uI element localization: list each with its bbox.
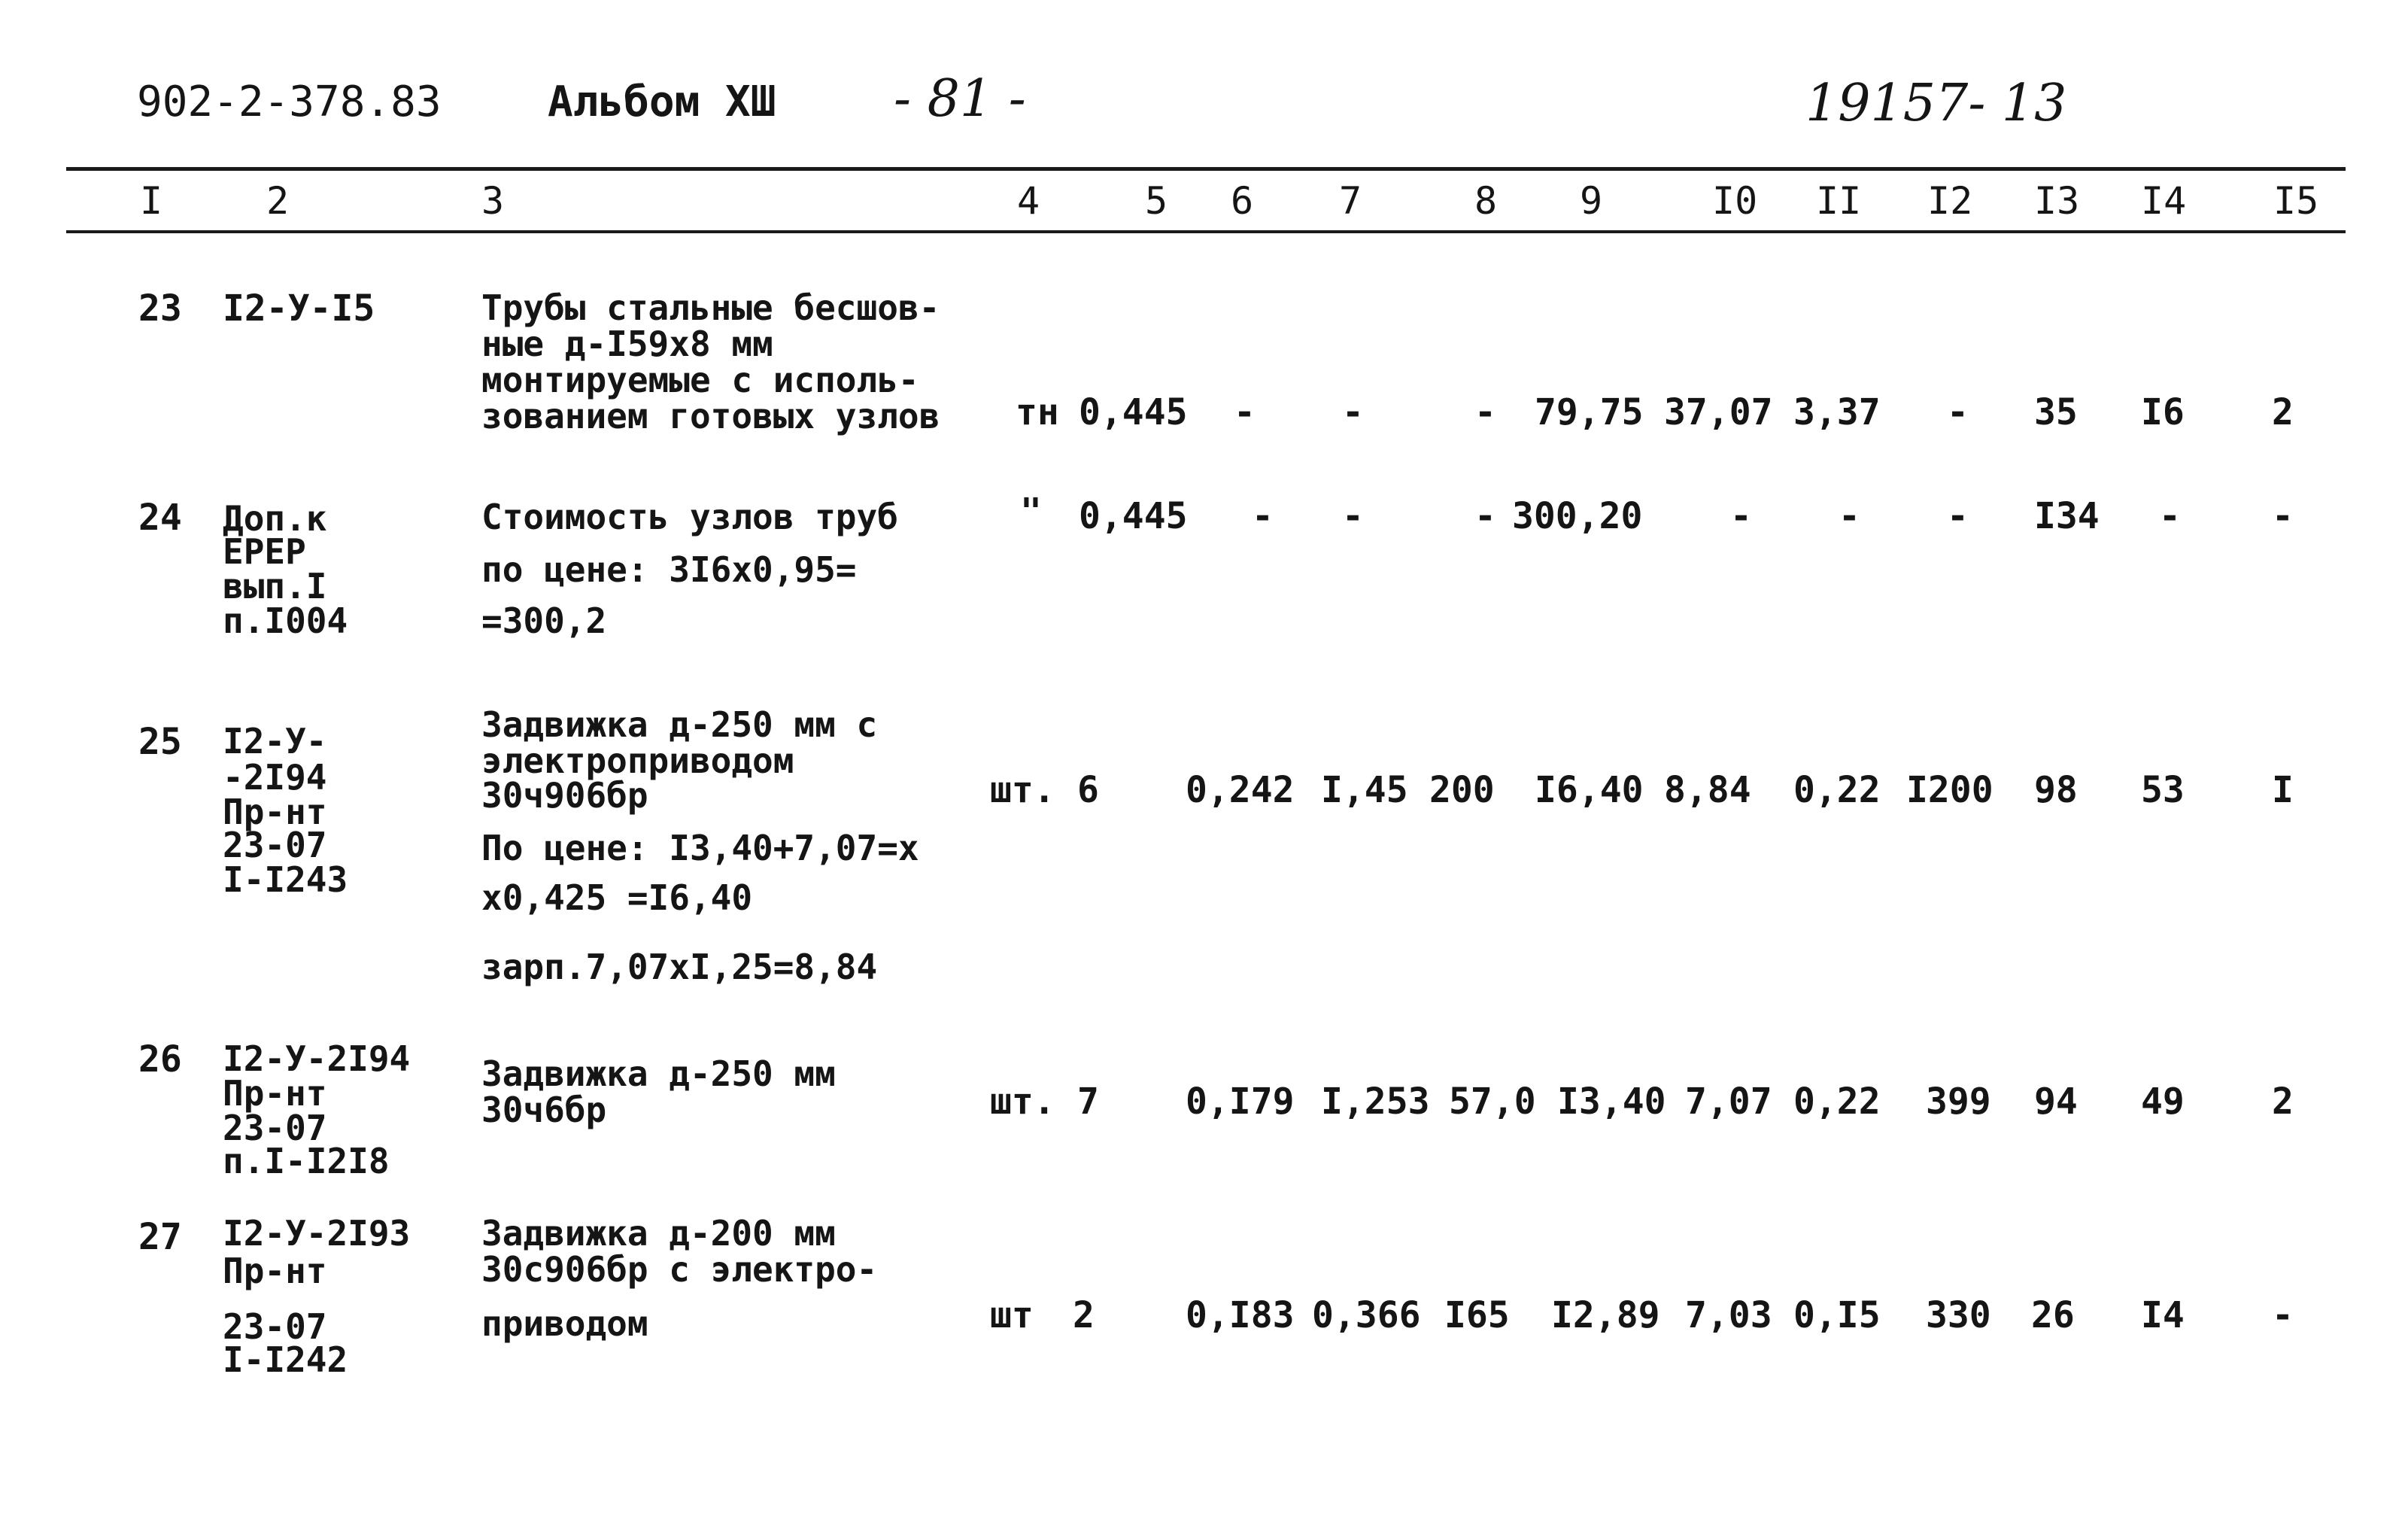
work-description-line: =300,2 [481, 600, 607, 641]
cell-col-8: - [1474, 495, 1496, 537]
norm-code: I2-У- [223, 721, 327, 761]
cell-col-5: 7 [1077, 1081, 1099, 1123]
page-number: - 81 - [894, 69, 1026, 129]
cell-col-9: I2,89 [1551, 1294, 1660, 1336]
cell-col-10: - [1730, 495, 1752, 537]
work-description-line: приводом [481, 1303, 648, 1344]
cell-col-8: 200 [1429, 769, 1495, 811]
col-header-2: 2 [266, 179, 290, 223]
sheet-number: 19157- 13 [1805, 74, 2067, 133]
unit: шт. [990, 1081, 1055, 1123]
norm-code: Пр-нт [223, 1073, 327, 1114]
work-description-line: Задвижка д-200 мм [481, 1213, 836, 1254]
col-header-9: 9 [1580, 179, 1603, 223]
cell-col-14: - [2159, 495, 2181, 537]
cell-col-10: 7,07 [1685, 1081, 1772, 1123]
header-top-rule [66, 167, 2346, 171]
cell-col-14: 49 [2141, 1081, 2185, 1123]
work-description-line: Трубы стальные бесшов- [481, 287, 940, 328]
work-description-line: Стоимость узлов труб [481, 497, 898, 537]
unit: тн [1016, 391, 1059, 433]
cell-col-12: 399 [1926, 1081, 1991, 1123]
col-header-15: I5 [2273, 179, 2319, 223]
work-description-line: 30ч6бр [481, 1090, 607, 1130]
cell-col-14: 53 [2141, 769, 2185, 811]
work-description-line: 30ч906бр [481, 775, 648, 816]
doc-code: 902-2-378.83 [137, 78, 442, 126]
cell-col-15: - [2272, 1294, 2294, 1336]
col-header-1: I [140, 179, 163, 223]
cell-col-9: 79,75 [1535, 391, 1644, 433]
cell-col-15: - [2272, 495, 2294, 537]
col-header-11: II [1816, 179, 1862, 223]
col-header-4: 4 [1017, 179, 1040, 223]
work-description-line: Задвижка д-250 мм [481, 1053, 836, 1094]
work-description-line: зарп.7,07xI,25=8,84 [481, 947, 878, 987]
col-header-5: 5 [1145, 179, 1168, 223]
cell-col-13: 26 [2031, 1294, 2075, 1336]
norm-code: Пр-нт [223, 792, 327, 832]
cell-col-5: 6 [1077, 769, 1099, 811]
col-header-14: I4 [2141, 179, 2187, 223]
cell-col-5: 2 [1073, 1294, 1095, 1336]
col-header-10: I0 [1712, 179, 1758, 223]
cell-col-9: I6,40 [1535, 769, 1644, 811]
album-label: Альбом XШ [548, 78, 776, 126]
work-description-line: ные д-I59x8 мм [481, 324, 773, 364]
work-description-line: 30с906бр с электро- [481, 1249, 878, 1290]
cell-col-10: 37,07 [1664, 391, 1773, 433]
row-number: 27 [138, 1216, 182, 1258]
cell-col-12: 330 [1926, 1294, 1991, 1336]
cell-col-5: 0,445 [1079, 391, 1188, 433]
work-description-line: монтируемые с исполь- [481, 360, 919, 400]
cell-col-8: I65 [1444, 1294, 1510, 1336]
cell-col-11: - [1839, 495, 1860, 537]
cell-col-7: 0,366 [1312, 1294, 1421, 1336]
cell-col-13: 98 [2034, 769, 2078, 811]
cell-col-14: I6 [2141, 391, 2185, 433]
cell-col-13: 35 [2034, 391, 2078, 433]
cell-col-12: - [1947, 495, 1969, 537]
cell-col-6: - [1252, 495, 1274, 537]
cell-col-7: - [1342, 391, 1364, 433]
col-header-8: 8 [1474, 179, 1498, 223]
unit: шт. [990, 769, 1055, 811]
work-description-line: зованием готовых узлов [481, 396, 940, 436]
header-bottom-rule [66, 230, 2346, 233]
cell-col-7: - [1342, 495, 1364, 537]
cell-col-7: I,253 [1321, 1081, 1430, 1123]
norm-code: Доп.к [223, 498, 327, 539]
norm-code: I2-У-I5 [223, 287, 375, 330]
norm-code: вып.I [223, 566, 327, 606]
norm-code: 23-07 [223, 1108, 327, 1148]
cell-col-13: I34 [2034, 495, 2100, 537]
cell-col-6: 0,242 [1186, 769, 1295, 811]
cell-col-10: 8,84 [1664, 769, 1751, 811]
cell-col-15: I [2272, 769, 2294, 811]
cell-col-9: 300,20 [1512, 495, 1643, 537]
cell-col-11: 0,22 [1793, 769, 1881, 811]
col-header-7: 7 [1339, 179, 1362, 223]
norm-code: п.I004 [223, 600, 348, 641]
cell-col-8: 57,0 [1449, 1081, 1536, 1123]
norm-code: I2-У-2I93 [223, 1213, 411, 1254]
cell-col-14: I4 [2141, 1294, 2185, 1336]
cell-col-5: 0,445 [1079, 495, 1188, 537]
norm-code: I-I242 [223, 1339, 348, 1380]
row-number: 25 [138, 721, 182, 763]
cell-col-6: 0,I83 [1186, 1294, 1295, 1336]
cell-col-12: - [1947, 391, 1969, 433]
row-number: 24 [138, 497, 182, 539]
cell-col-12: I200 [1906, 769, 1994, 811]
cell-col-9: I3,40 [1557, 1081, 1666, 1123]
work-description-line: x0,425 =I6,40 [481, 877, 753, 918]
cell-col-13: 94 [2034, 1081, 2078, 1123]
col-header-13: I3 [2034, 179, 2080, 223]
cell-col-15: 2 [2272, 1081, 2294, 1123]
norm-code: п.I-I2I8 [223, 1141, 390, 1181]
cell-col-11: 3,37 [1793, 391, 1881, 433]
norm-code: 23-07 [223, 825, 327, 865]
cell-col-11: 0,22 [1793, 1081, 1881, 1123]
cell-col-8: - [1474, 391, 1496, 433]
cell-col-15: 2 [2272, 391, 2294, 433]
work-description-line: электроприводом [481, 740, 794, 781]
row-number: 26 [138, 1038, 182, 1081]
unit: " [1020, 491, 1042, 533]
norm-code: -2I94 [223, 757, 327, 798]
cell-col-10: 7,03 [1685, 1294, 1772, 1336]
col-header-12: I2 [1927, 179, 1973, 223]
work-description-line: по цене: 3I6x0,95= [481, 549, 857, 590]
norm-code: I2-У-2I94 [223, 1038, 411, 1079]
cell-col-7: I,45 [1321, 769, 1408, 811]
row-number: 23 [138, 287, 182, 330]
col-header-6: 6 [1231, 179, 1254, 223]
cell-col-6: - [1234, 391, 1256, 433]
work-description-line: По цене: I3,40+7,07=x [481, 828, 919, 868]
unit: шт [990, 1294, 1034, 1336]
cell-col-6: 0,I79 [1186, 1081, 1295, 1123]
col-header-3: 3 [481, 179, 505, 223]
norm-code: 23-07 [223, 1306, 327, 1347]
norm-code: Пр-нт [223, 1251, 327, 1291]
norm-code: ЕРЕР [223, 531, 306, 572]
norm-code: I-I243 [223, 859, 348, 900]
work-description-line: Задвижка д-250 мм с [481, 704, 878, 745]
cell-col-11: 0,I5 [1793, 1294, 1881, 1336]
